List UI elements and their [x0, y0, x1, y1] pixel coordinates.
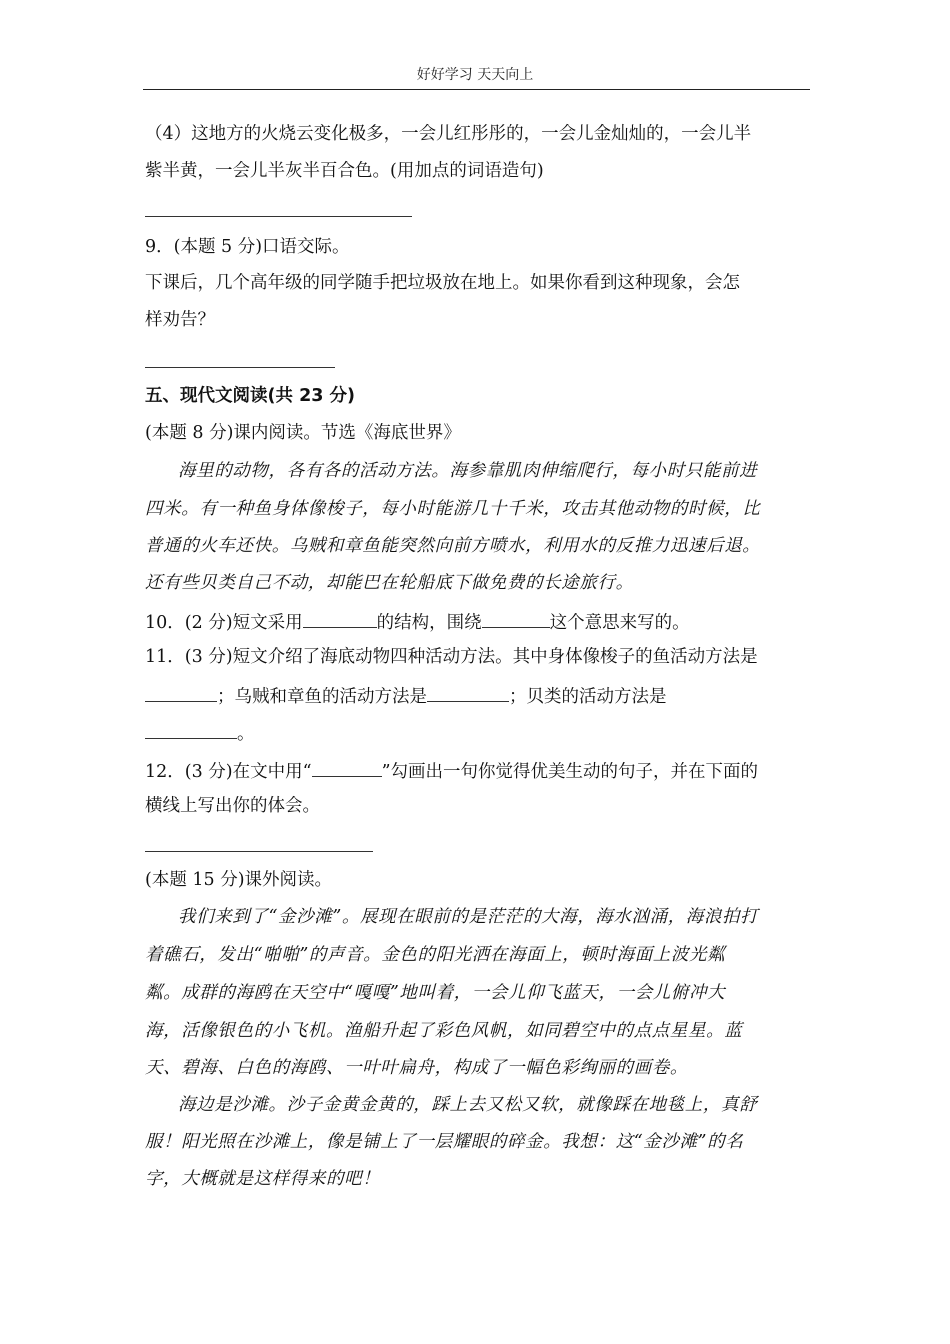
passage-2-line-6: 海边是沙滩。沙子金黄金黄的，踩上去又松又软，就像踩在地毯上，真舒 [178, 1095, 758, 1115]
q12-line-1 [145, 758, 758, 783]
q10-text-b: 的结构，围绕 [376, 613, 482, 633]
q9-line-2: 样劝告？ [145, 310, 215, 330]
q10-text-a: 10．(2 分)短文采用 [145, 613, 303, 633]
q11-text-b: ；贝类的活动方法是 [509, 687, 667, 707]
answer-line-q9[interactable] [145, 367, 335, 368]
q11-end: 。 [237, 724, 255, 744]
q11-text-a: ；乌贼和章鱼的活动方法是 [217, 687, 427, 707]
passage-1-line-1: 海里的动物，各有各的活动方法。海参靠肌肉伸缩爬行，每小时只能前进 [178, 461, 758, 481]
passage-2-line-7: 服！阳光照在沙滩上，像是铺上了一层耀眼的碎金。我想：这“金沙滩”的名 [145, 1132, 744, 1152]
q9-title: 9．(本题 5 分)口语交际。 [145, 237, 350, 257]
q12-blank[interactable] [312, 758, 382, 777]
q10-blank-1[interactable] [303, 609, 377, 628]
q11-line-2 [145, 683, 667, 708]
answer-line-q12[interactable] [145, 851, 373, 852]
passage-1-line-2: 四米。有一种鱼身体像梭子，每小时能游几十千米，攻击其他动物的时候，比 [145, 499, 761, 519]
answer-line-q8-4[interactable] [145, 216, 412, 217]
q11-blank-1[interactable] [145, 683, 217, 702]
header-divider [143, 89, 810, 90]
passage-1-line-4: 还有些贝类自己不动，却能巴在轮船底下做免费的长途旅行。 [145, 573, 634, 593]
passage-2-line-1: 我们来到了“金沙滩”。展现在眼前的是茫茫的大海，海水汹涌，海浪拍打 [178, 907, 759, 927]
q10-line [145, 609, 690, 634]
section-5-title: 五、现代文阅读(共 23 分) [145, 386, 356, 406]
q10-blank-2[interactable] [482, 609, 550, 628]
q11-blank-2[interactable] [427, 683, 509, 702]
q8-4-line-1: （4）这地方的火烧云变化极多，一会儿红彤彤的，一会儿金灿灿的，一会儿半 [145, 124, 752, 144]
passage-2-intro: (本题 15 分)课外阅读。 [145, 870, 333, 890]
q10-text-c: 这个意思来写的。 [549, 613, 690, 633]
passage-1-line-3: 普通的火车还快。乌贼和章鱼能突然向前方喷水，利用水的反推力迅速后退。 [145, 536, 761, 556]
q12-text-a: 12．(3 分)在文中用“ [145, 762, 312, 782]
q8-4-line-2: 紫半黄，一会儿半灰半百合色。(用加点的词语造句) [145, 161, 544, 181]
q11-blank-3[interactable] [145, 720, 237, 739]
passage-1-intro: (本题 8 分)课内阅读。节选《海底世界》 [145, 423, 461, 443]
passage-2-line-5: 天、碧海、白色的海鸥、一叶叶扁舟，构成了一幅色彩绚丽的画卷。 [145, 1058, 688, 1078]
passage-2-line-3: 粼。成群的海鸥在天空中“嘎嘎”地叫着，一会儿仰飞蓝天，一会儿俯冲大 [145, 983, 726, 1003]
q11-line-1: 11．(3 分)短文介绍了海底动物四种活动方法。其中身体像梭子的鱼活动方法是 [145, 647, 758, 667]
passage-2-line-2: 着礁石，发出“啪啪”的声音。金色的阳光洒在海面上，顿时海面上波光粼 [145, 945, 726, 965]
page-header: 好好学习 天天向上 [416, 67, 534, 83]
passage-2-line-8: 字，大概就是这样得来的吧！ [145, 1169, 381, 1189]
q12-text-b: ”勾画出一句你觉得优美生动的句子，并在下面的 [381, 762, 759, 782]
q11-line-3 [145, 720, 255, 745]
passage-2-line-4: 海，活像银色的小飞机。渔船升起了彩色风帆，如同碧空中的点点星星。蓝 [145, 1021, 743, 1041]
q12-line-2: 横线上写出你的体会。 [145, 796, 320, 816]
q9-line-1: 下课后，几个高年级的同学随手把垃圾放在地上。如果你看到这种现象，会怎 [145, 273, 740, 293]
